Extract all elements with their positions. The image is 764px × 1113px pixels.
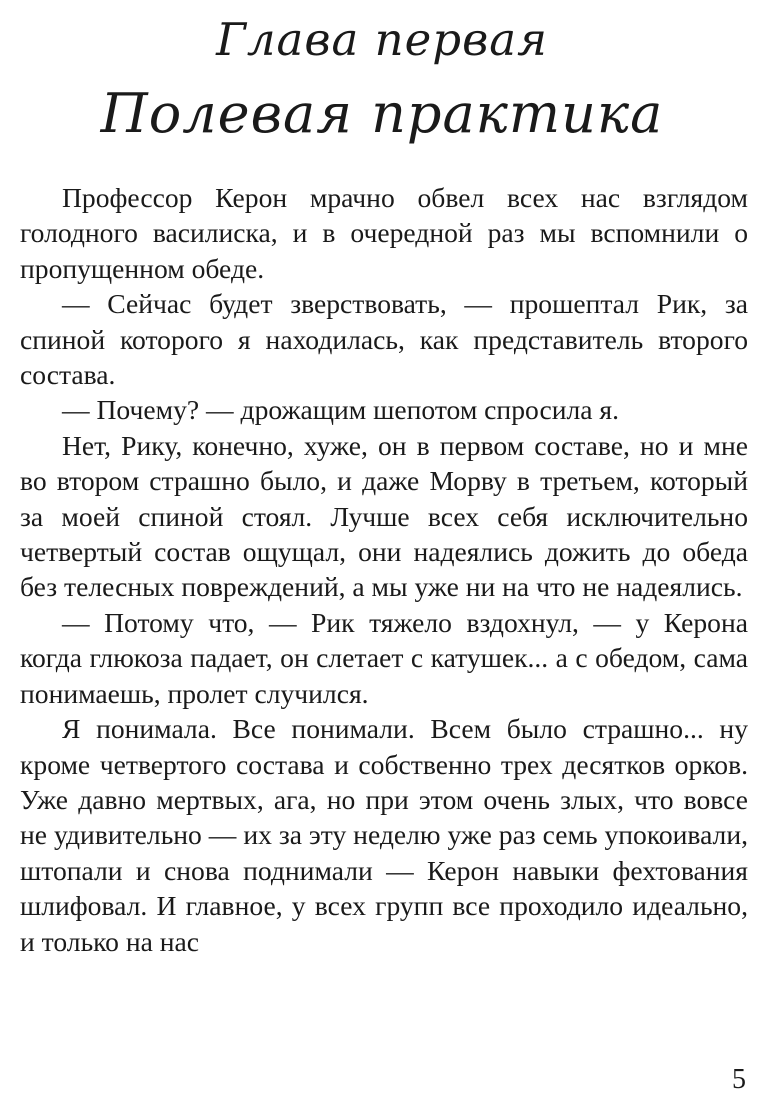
paragraph: Профессор Керон мрачно обвел всех нас взглядом голодного василиска, и в очередной раз мы вспомнили о пропущенном обеде. xyxy=(20,182,748,284)
paragraph: — Сейчас будет зверствовать, — прошептал Рик, за спиной которого я находилась, как представитель второго состава. xyxy=(20,288,748,391)
chapter-number: Глава первая xyxy=(216,13,548,66)
body-text xyxy=(20,180,748,959)
paragraph: Я понимала. Все понимали. Всем было страшно... ну кроме четвертого состава и собственно трех десятков орков. Уже давно мертвых, ага, но при этом очень злых, что вовсе не удивительно — их за эту неделю уже раз семь упокоивали, штопали и снова поднимали — Керон навыки фехтования шлифовал. И главное, у всех групп все проходило идеально, и только на нас xyxy=(20,713,748,957)
chapter-title: Полевая практика xyxy=(100,82,664,145)
paragraph: — Почему? — дрожащим шепотом спросила я. xyxy=(62,394,619,426)
page-number: 5 xyxy=(732,1064,746,1095)
paragraph: Нет, Рику, конечно, хуже, он в первом составе, но и мне во втором страшно было, и даже Морву в третьем, который за моей спиной стоял. Лучше всех себя исключительно четвертый состав ощущал, они надеялись дожить до обеда без телесных повреждений, а мы уже ни на что не надеялись. xyxy=(20,429,748,603)
paragraph: — Потому что, — Рик тяжело вздохнул, — у Керона когда глюкоза падает, он слетает с катушек... а с обедом, сама понимаешь, пролет случился. xyxy=(20,606,748,709)
